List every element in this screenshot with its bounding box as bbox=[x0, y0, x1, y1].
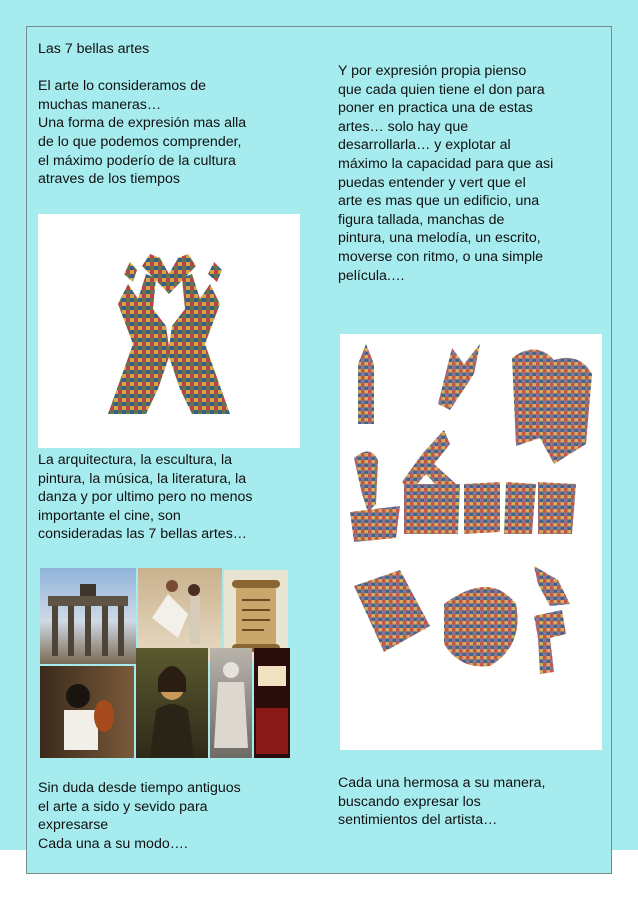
arte-mosaic-icon bbox=[340, 334, 602, 750]
violinist-tile bbox=[40, 666, 134, 758]
hands-heart-image bbox=[38, 214, 300, 448]
arte-collage-image bbox=[340, 334, 602, 750]
arts-collage-image bbox=[38, 568, 292, 758]
moses-sculpture-tile bbox=[210, 648, 252, 758]
mona-lisa-tile bbox=[136, 648, 208, 758]
portrait-icon bbox=[136, 648, 208, 758]
left-intro-text: Las 7 bellas artes El arte lo consideramos de muchas maneras… Una forma de expresión mas alla de lo que podemos comprender, el máximo poderío de la cultura atraves de los tiempos bbox=[38, 41, 247, 188]
hands-heart-mosaic-icon bbox=[38, 214, 300, 448]
right-intro-text: Y por expresión propia pienso que cada quien tiene el don para poner en practica una de estas artes… solo hay que desarrollarla… y explotar al máximo la capacidad para que asi puedas entender y vert que el arte es mas que un edificio, una figura tallada, manchas de pintura, una melodía, un escrito, moverse con ritmo, o una simple película.… bbox=[338, 63, 554, 284]
gate-icon bbox=[40, 568, 136, 664]
brandenburg-gate-tile bbox=[40, 568, 136, 664]
left-closing-text: Sin duda desde tiempo antiguos el arte a sido y sevido para expresarse Cada una a su modo…. bbox=[38, 780, 241, 852]
left-arts-list-text: La arquitectura, la escultura, la pintura, la música, la literatura, la danza y por ultimo pero no menos importante el cine, son consideradas las 7 bellas artes… bbox=[38, 452, 253, 543]
violin-icon bbox=[40, 666, 134, 758]
cinema-screen-icon bbox=[254, 648, 290, 758]
statue-icon bbox=[210, 648, 252, 758]
right-closing-text: Cada una hermosa a su manera, buscando expresar los sentimientos del artista… bbox=[338, 775, 546, 829]
cinema-tile bbox=[254, 648, 290, 758]
